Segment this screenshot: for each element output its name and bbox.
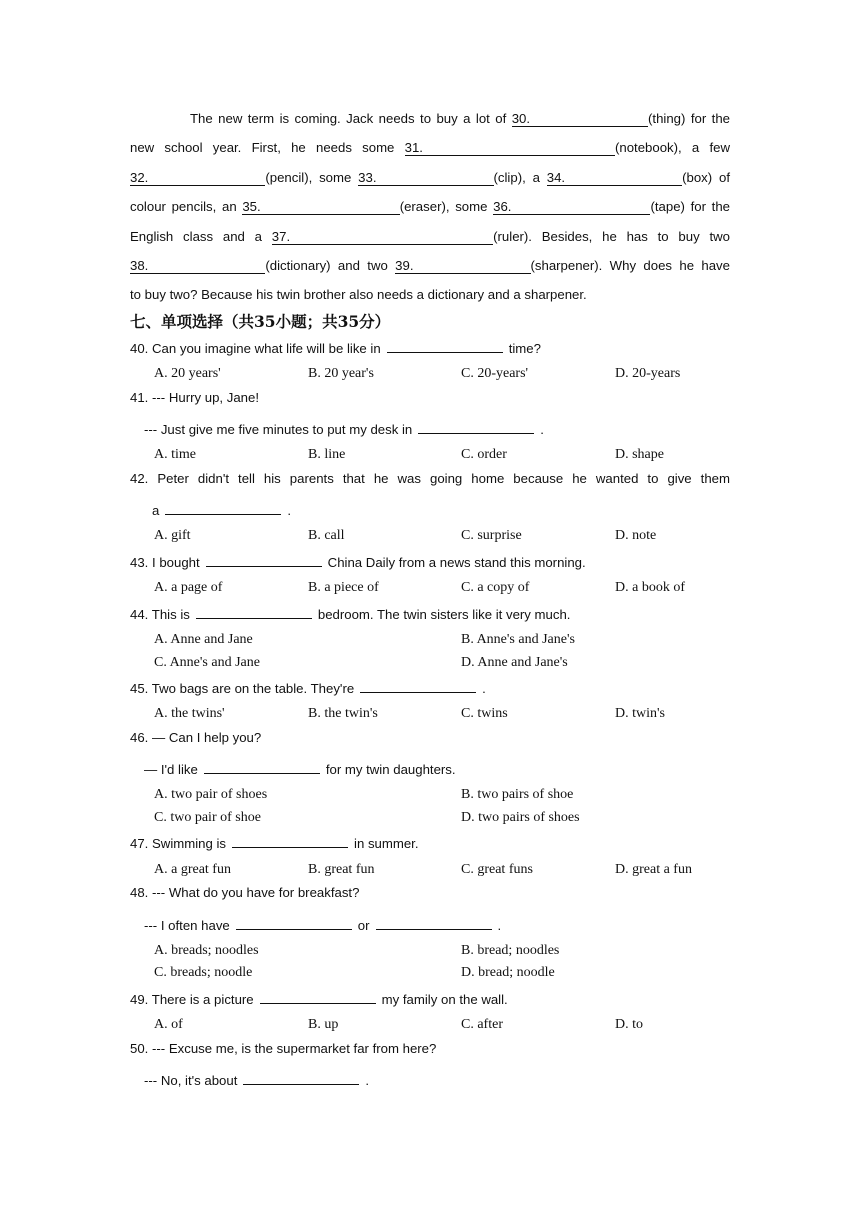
question-48: 48. --- What do you have for breakfast?	[130, 885, 360, 900]
question-46: 46. — Can I help you?	[130, 730, 262, 745]
blank-38: 38.	[130, 258, 265, 274]
option-a: A. gift	[154, 528, 191, 543]
option-b: B. the twin's	[308, 706, 378, 721]
option-d: D. shape	[615, 447, 664, 462]
passage-line: The new term is coming. Jack needs to buy a lot of 30. (thing) for the	[190, 111, 730, 126]
option-b: B. 20 year's	[308, 366, 374, 381]
blank-35: 35.	[242, 199, 399, 215]
option-a: A. a page of	[154, 580, 223, 595]
question-40: 40. Can you imagine what life will be like in time?	[130, 338, 730, 356]
option-a: A. of	[154, 1017, 183, 1032]
passage-line: new school year. First, he needs some 31. (notebook), a few	[130, 140, 730, 156]
option-a: A. a great fun	[154, 862, 231, 877]
option-a: A. time	[154, 447, 196, 462]
option-d: D. Anne and Jane's	[461, 655, 568, 670]
option-d: D. bread; noodle	[461, 965, 555, 980]
option-b: B. Anne's and Jane's	[461, 632, 575, 647]
option-d: D. a book of	[615, 580, 685, 595]
option-c: C. a copy of	[461, 580, 530, 595]
question-45: 45. Two bags are on the table. They're .	[130, 678, 730, 696]
question-47: 47. Swimming is in summer.	[130, 833, 730, 851]
blank-34: 34.	[547, 170, 682, 186]
option-c: C. two pair of shoe	[154, 810, 261, 825]
question-50-reply: --- No, it's about .	[144, 1070, 744, 1088]
option-a: A. Anne and Jane	[154, 632, 253, 647]
blank-32: 32.	[130, 170, 265, 186]
option-b: B. call	[308, 528, 345, 543]
option-c: C. breads; noodle	[154, 965, 253, 980]
option-a: A. 20 years'	[154, 366, 221, 381]
blank-39: 39.	[395, 258, 530, 274]
option-a: A. two pair of shoes	[154, 787, 268, 802]
question-46-reply: — I'd like for my twin daughters.	[144, 759, 744, 777]
cloze-passage	[130, 108, 730, 314]
option-d: D. 20-years	[615, 366, 681, 381]
answer-blank	[243, 1070, 359, 1085]
section-title: 七、单项选择（共35小题；共35分）	[130, 312, 391, 331]
answer-blank	[260, 989, 376, 1004]
option-c: C. great funs	[461, 862, 533, 877]
question-41: 41. --- Hurry up, Jane!	[130, 390, 259, 405]
answer-blank	[236, 915, 352, 930]
option-a: A. breads; noodles	[154, 943, 259, 958]
option-b: B. great fun	[308, 862, 375, 877]
option-b: B. a piece of	[308, 580, 379, 595]
blank-31: 31.	[405, 140, 615, 156]
option-a: A. the twins'	[154, 706, 225, 721]
blank-37: 37.	[272, 229, 493, 245]
answer-blank	[418, 419, 534, 434]
question-49: 49. There is a picture my family on the wall.	[130, 989, 730, 1007]
option-c: C. Anne's and Jane	[154, 655, 260, 670]
passage-line: English class and a 37. (ruler). Besides, he has to buy two	[130, 228, 730, 244]
answer-blank	[232, 833, 348, 848]
option-c: C. twins	[461, 706, 508, 721]
answer-blank	[206, 552, 322, 567]
option-d: D. note	[615, 528, 657, 543]
answer-blank	[196, 604, 312, 619]
option-b: B. bread; noodles	[461, 943, 560, 958]
question-50: 50. --- Excuse me, is the supermarket far from here?	[130, 1041, 437, 1056]
question-43: 43. I bought China Daily from a news stand this morning.	[130, 552, 730, 570]
question-42-cont: a .	[152, 500, 752, 518]
option-d: D. great a fun	[615, 862, 692, 877]
answer-blank	[204, 759, 320, 774]
option-d: D. twin's	[615, 706, 665, 721]
passage-line: 32. (pencil), some 33. (clip), a 34. (box) of	[130, 169, 730, 185]
option-b: B. line	[308, 447, 346, 462]
passage-line: to buy two? Because his twin brother also needs a dictionary and a sharpener.	[130, 287, 587, 303]
answer-blank	[165, 500, 281, 515]
option-d: D. two pairs of shoes	[461, 810, 580, 825]
option-c: C. order	[461, 447, 507, 462]
option-b: B. two pairs of shoe	[461, 787, 574, 802]
question-41-reply: --- Just give me five minutes to put my desk in .	[144, 419, 744, 437]
question-42: 42. Peter didn't tell his parents that he was going home because he wanted to give them	[130, 471, 730, 486]
blank-33: 33.	[358, 170, 493, 186]
question-48-reply: --- I often have or .	[144, 915, 744, 933]
question-44: 44. This is bedroom. The twin sisters like it very much.	[130, 604, 730, 622]
passage-line: colour pencils, an 35. (eraser), some 36. (tape) for the	[130, 199, 730, 215]
option-c: C. 20-years'	[461, 366, 529, 381]
blank-30: 30.	[512, 111, 648, 127]
passage-line: 38. (dictionary) and two 39. (sharpener). Why does he have	[130, 257, 730, 273]
answer-blank	[360, 678, 476, 693]
option-d: D. to	[615, 1017, 643, 1032]
option-c: C. after	[461, 1017, 503, 1032]
answer-blank	[376, 915, 492, 930]
option-b: B. up	[308, 1017, 339, 1032]
answer-blank	[387, 338, 503, 353]
option-c: C. surprise	[461, 528, 522, 543]
blank-36: 36.	[493, 199, 650, 215]
